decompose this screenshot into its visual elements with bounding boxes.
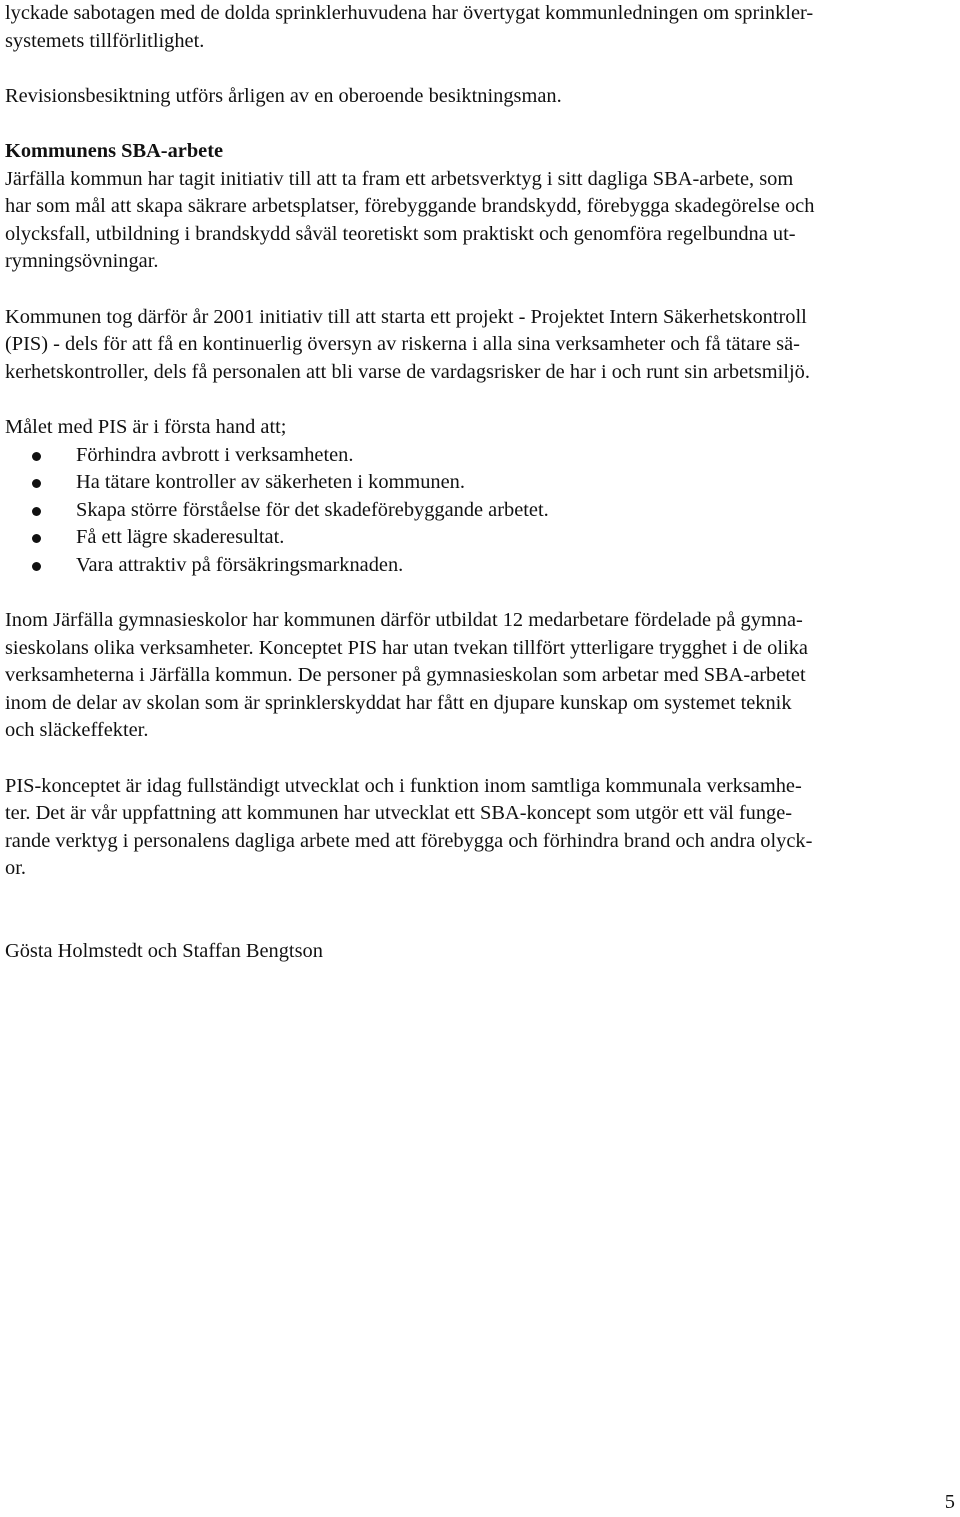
text-line: olycksfall, utbildning i brandskydd såväl teoretiskt som praktiskt och genomföra regelbundna ut-	[5, 222, 796, 245]
text-line: har som mål att skapa säkrare arbetsplatser, förebyggande brandskydd, förebygga skadegörelse och	[5, 195, 815, 218]
text-line: systemets tillförlitlighet.	[5, 29, 205, 52]
conclusion-paragraph	[5, 773, 955, 883]
text-line: och släckeffekter.	[5, 719, 149, 742]
bullet-icon	[32, 562, 41, 571]
text-line: (PIS) - dels för att få en kontinuerlig översyn av riskerna i alla sina verksamheter och få tätare sä-	[5, 333, 800, 356]
text-line: inom de delar av skolan som är sprinklerskyddat har fått en djupare kunskap om systemet teknik	[5, 691, 792, 714]
list-item-text: Förhindra avbrott i verksamheten.	[76, 443, 354, 466]
bullet-icon	[32, 534, 41, 543]
list-item	[5, 552, 955, 580]
paragraph-gap	[5, 745, 955, 773]
paragraph-gap	[5, 276, 955, 304]
bullet-icon	[32, 479, 41, 488]
text-line: kerhetskontroller, dels få personalen att bli varse de vardagsrisker de har i och runt sin arbetsmiljö.	[5, 360, 810, 383]
paragraph-gap	[5, 110, 955, 138]
bullet-icon	[32, 452, 41, 461]
paragraph-gap	[5, 55, 955, 83]
text-line: ter. Det är vår uppfattning att kommunen har utvecklat ett SBA-koncept som utgör ett väl funge-	[5, 802, 793, 825]
signature-text: Gösta Holmstedt och Staffan Bengtson	[5, 940, 323, 962]
goals-section	[5, 414, 955, 580]
text-line: rymningsövningar.	[5, 250, 159, 273]
signature-block	[5, 938, 955, 966]
text-line: or.	[5, 857, 26, 880]
list-item	[5, 524, 955, 552]
document-page	[5, 0, 955, 966]
text-line: Järfälla kommun har tagit initiativ till att ta fram ett arbetsverktyg i sitt dagliga SBA-arbete, som	[5, 167, 794, 190]
list-item	[5, 497, 955, 525]
text-line: sieskolans olika verksamheter. Konceptet PIS har utan tvekan tillfört ytterligare trygghet i de olika	[5, 636, 808, 659]
text-line: lyckade sabotagen med de dolda sprinklerhuvudena har övertygat kommunledningen om sprinkler-	[5, 2, 814, 24]
list-item	[5, 469, 955, 497]
text-line: verksamheterna i Järfälla kommun. De personer på gymnasieskolan som arbetar med SBA-arbetet	[5, 664, 806, 687]
paragraph-gap	[5, 386, 955, 414]
list-item-text: Vara attraktiv på försäkringsmarknaden.	[76, 553, 404, 576]
project-paragraph	[5, 304, 955, 387]
revision-paragraph	[5, 83, 955, 111]
text-line: PIS-konceptet är idag fullständigt utvecklat och i funktion inom samtliga kommunala verksamhe-	[5, 774, 802, 797]
goals-intro: Målet med PIS är i första hand att;	[5, 415, 287, 438]
text-line: Revisionsbesiktning utförs årligen av en oberoende besiktningsman.	[5, 84, 562, 107]
school-paragraph	[5, 607, 955, 745]
list-item	[5, 442, 955, 470]
paragraph-gap	[5, 579, 955, 607]
text-line: Kommunen tog därför år 2001 initiativ till att starta ett projekt - Projektet Intern Säkerhetskontroll	[5, 305, 807, 328]
page-number: 5	[944, 1491, 955, 1513]
section-sba	[5, 138, 955, 276]
list-item-text: Skapa större förståelse för det skadeförebyggande arbetet.	[76, 498, 549, 521]
section-heading: Kommunens SBA-arbete	[5, 139, 224, 162]
list-item-text: Få ett lägre skaderesultat.	[76, 526, 285, 549]
intro-paragraph	[5, 0, 955, 55]
text-line: rande verktyg i personalens dagliga arbete med att förebygga och förhindra brand och andra olyck-	[5, 829, 813, 852]
list-item-text: Ha tätare kontroller av säkerheten i kommunen.	[76, 471, 465, 494]
text-line: Inom Järfälla gymnasieskolor har kommunen därför utbildat 12 medarbetare fördelade på gymna-	[5, 609, 803, 632]
bullet-icon	[32, 507, 41, 516]
goals-list	[5, 442, 955, 580]
